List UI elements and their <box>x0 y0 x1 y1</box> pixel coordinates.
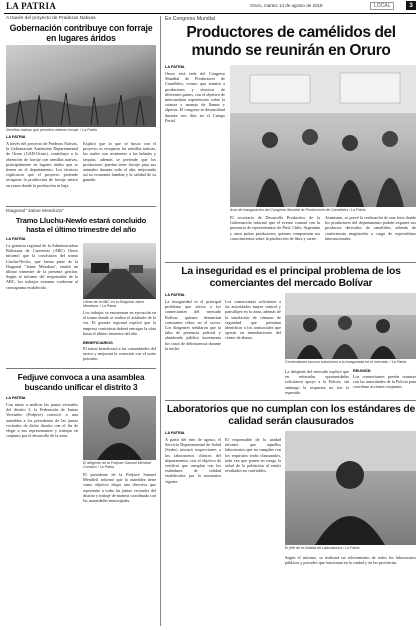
grass-field-illustration <box>6 45 156 127</box>
left-top-kicker: A través del proyecto de Praderas Nativas <box>6 16 96 21</box>
labs-byline: LA PATRIA <box>165 431 185 435</box>
left-mid-body-b: Los trabajos se encuentran en ejecución en el tramo donde se realiza el asfaltado de la vía. El gerente regional explicó que la empresa contratista deberá entregar la obra hasta el último trimestre del año. <box>83 310 156 336</box>
left-bottom-caption: El dirigente de la Fedjuve Samuel Mendívil Corralco / La Patria <box>83 461 152 470</box>
left-mid-byline: LA PATRIA <box>6 237 26 241</box>
labs-body-b: El responsable de la unidad informó que aquellos laboratorios que no cumplan con los requisitos serán clausurados, toda vez que ponen en riesgo la salud de la población al emitir resultados no confiables. <box>225 437 281 474</box>
insecurity-side-text: Los comerciantes prevén reunirse con las autoridades de la Policía para coordinar acciones conjuntas. <box>353 374 416 390</box>
left-top-body-b: Explicó que lo que se busca con el proyecto es recuperar las semillas nativas, las cuales son resistentes a las heladas y sequías, además se pretende que los productores puedan tener forraje para sus animales durante todo el año, mejorando así su economía familiar y la calidad de su ganado. <box>83 141 156 183</box>
left-top-photo <box>6 45 156 127</box>
person-portrait-illustration <box>83 396 156 460</box>
labs-body-a: A partir del mes de agosto, el Servicio Departamental de Salud (Sedes) iniciará inspecciones a los laboratorios clínicos del departamento, con el objetivo de verificar que cumplan con los estándares de calidad establecidos por la normativa vigente. <box>165 437 221 484</box>
left-separator-2 <box>6 368 156 369</box>
left-mid-body-a: La gerencia regional de la Administradora Boliviana de Carreteras (ABC) Oruro informó que la conclusión del tramo Lluchu-Newlo, que forma parte de la Diagonal "Jaime Mendoza", tendrá un último trimestre de la presente gestión. Según el informe del responsable de la ABC, los trabajos avanzan conforme al cronograma establecido. <box>6 243 78 290</box>
road-works-illustration <box>83 243 156 299</box>
left-top-byline: LA PATRIA <box>6 135 26 139</box>
main-body-c: Asimismo, se prevé la realización de una feria donde los productores del departamento podrán exponer sus productos derivados de camélidos, además de conferencias magistrales a cargo de especialistas internacionales. <box>325 215 416 241</box>
left-mid-headline: Tramo Lluchu-Newlo estará concluido hasta el último trimestre del año <box>15 216 147 234</box>
masthead-rule <box>4 13 416 14</box>
insecurity-separator <box>165 400 416 401</box>
insecurity-body-a: La inseguridad es el principal problema que afecta a los comerciantes del mercado Bolívar, quienes denuncian constantes robos en el sector. Los dirigentes señalaron que la falta de presencia policial y alumbrado público incrementa los casos de delincuencia durante la noche. <box>165 299 221 351</box>
insecurity-photo <box>285 293 416 359</box>
insecurity-side-head: REUNIÓN <box>353 369 371 373</box>
section-label: LOCAL <box>370 2 394 10</box>
insecurity-headline: La inseguridad es el principal problema de los comerciantes del mercado Bolívar <box>181 266 401 289</box>
left-bottom-byline: LA PATRIA <box>6 396 26 400</box>
left-mid-caption: Obras de la ABC en la Diagonal Jaime Mendoza. / La Patria <box>83 300 145 309</box>
left-bottom-headline: Fedjuve convoca a una asamblea buscando unificar el distrito 3 <box>17 372 145 392</box>
page-number: 3 <box>406 1 416 10</box>
left-bottom-photo <box>83 396 156 460</box>
left-top-caption: Semillas nativas que permiten obtener forraje. / La Patria <box>6 128 97 132</box>
left-mid-side-head: BENEFICIARIOS <box>83 341 113 345</box>
left-separator-1 <box>6 206 156 207</box>
labs-body-c: Según el informe, se realizará un relevamiento de todos los laboratorios públicos y privados que funcionan en la ciudad y en las provincias. <box>285 555 416 566</box>
masthead <box>0 0 420 14</box>
left-mid-photo <box>83 243 156 299</box>
congress-event-illustration <box>230 65 416 207</box>
main-photo <box>230 65 416 207</box>
main-headline: Productores de camélidos del mundo se reunirán en Oruro <box>186 24 396 59</box>
main-photo-caption: Acto de inauguración del Congreso Mundial de Productores de Camélidos / La Patria <box>230 208 366 212</box>
labs-caption: El jefe de la Unidad de Laboratorios / La Patria <box>285 546 360 550</box>
column-divider <box>160 16 161 626</box>
newspaper-logo: LA PATRIA <box>6 1 57 11</box>
left-top-body-a: A través del proyecto de Praderas Nativas, la Gobernación Autónoma Departamental de Oruro (GAD-Oruro), contribuye a la obtención de forraje con semillas nativas, principalmente en lugares áridos que se tienen en el departamento. Los técnicos explicaron que el proyecto pretende recuperar la producción de forraje nativo en zonas donde la producción es baja. <box>6 141 78 188</box>
main-body-b: El secretario de Desarrollo Productivo de la Gobernación informó que el evento contará con la presencia de representantes de Perú, Chile, Argentina y otros países productores, quienes compartirán sus conocimientos sobre la producción de fibra y carne. <box>230 215 320 241</box>
main-separator <box>165 262 416 263</box>
left-top-headline: Gobernación contribuye con forraje en lugares áridos <box>9 23 153 43</box>
dateline: Oruro, martes 14 de agosto de 2018 <box>250 3 323 8</box>
left-bottom-body-b: El presidente de la Fedjuve Samuel Mendívil informó que la asamblea tiene como objetivo elegir una directiva que represente a todas las juntas vecinales del distrito y trabaje de manera coordinada con las autoridades municipales. <box>83 472 156 504</box>
insecurity-byline: LA PATRIA <box>165 293 185 297</box>
market-traders-illustration <box>285 293 416 359</box>
left-mid-kicker: Diagonal "Jaime Mendoza" <box>6 209 64 214</box>
insecurity-body-b: Los comerciantes solicitaron a las autoridades mayor control y patrullajes en la zona, además de la instalación de cámaras de seguridad que permitan identificar a los antisociales que operan en inmediaciones del centro de abasto. <box>225 299 281 341</box>
labs-photo <box>285 431 416 545</box>
lab-official-illustration <box>285 431 416 545</box>
insecurity-caption: Comerciantes buscan soluciones a la inseguridad en el mercado. / La Patria <box>285 360 407 364</box>
left-bottom-body-a: Con miras a unificar las juntas vecinales del distrito 3, la Federación de Juntas Vecinales (Fedjuve) convocó a una asamblea a los presidentes de las juntas vecinales de dicho distrito con el fin de elegir a sus representantes y trabajar en conjunto por el desarrollo de la zona. <box>6 402 78 439</box>
labs-headline: Laboratorios que no cumplan con los estándares de calidad serán clausurados <box>166 404 416 427</box>
left-mid-side-text: El tramo beneficiará a las comunidades del sector y mejorará la conexión con el norte potosino. <box>83 346 156 362</box>
main-kicker: En Congreso Mundial <box>165 16 215 22</box>
main-byline: LA PATRIA <box>165 65 185 69</box>
insecurity-body-c: La dirigente del mercado explicó que en reiteradas oportunidades solicitaron apoyo a la Policía, sin embargo la respuesta no fue la esperada. <box>285 369 349 395</box>
main-body-a: Oruro será sede del Congreso Mundial de Productores de Camélidos, evento que reunirá a productores y técnicos de diferentes países, con el objetivo de intercambiar experiencias sobre la crianza y manejo de llamas y alpacas. El congreso se desarrollará durante tres días en el Campo Ferial. <box>165 71 225 123</box>
